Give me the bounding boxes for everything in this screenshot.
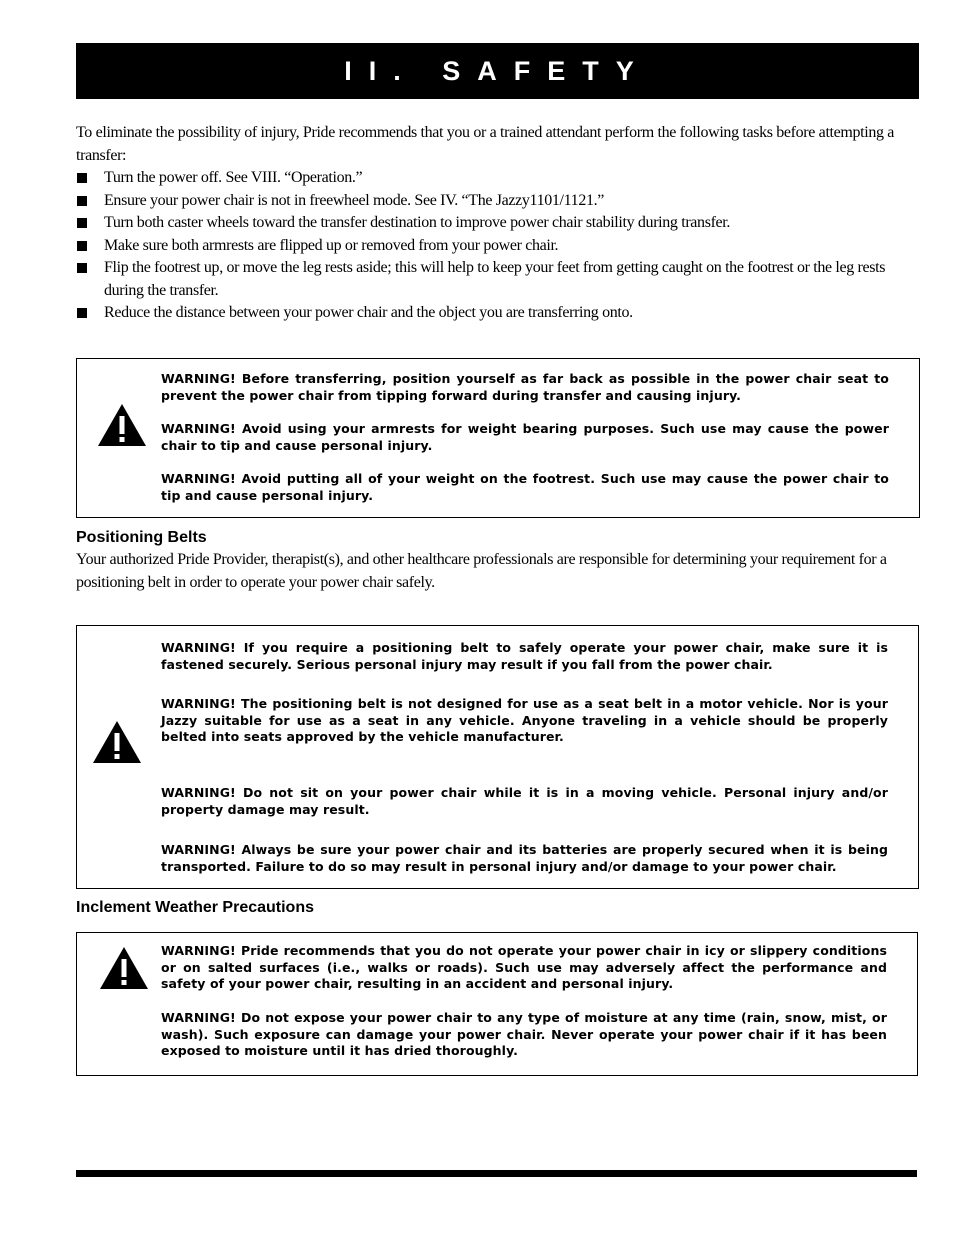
- section-title: II. SAFETY: [76, 43, 919, 99]
- weather-warning-box: [76, 932, 918, 1076]
- list-item: Reduce the distance between your power chair and the object you are transferring onto.: [76, 302, 919, 325]
- list-item: Turn the power off. See VIII. “Operation.”: [76, 167, 919, 190]
- positioning-belts-heading: Positioning Belts: [76, 529, 207, 546]
- square-bullet-icon: [77, 173, 87, 183]
- list-item: Flip the footrest up, or move the leg rests aside; this will help to keep your feet from getting caught on the footrest or the leg rests during the transfer.: [76, 257, 919, 302]
- warning-text: WARNING! If you require a positioning belt to safely operate your power chair, make sure it is fastened securely. Serious personal injury may result if you fall from the power chair.: [161, 640, 888, 672]
- warning-text: WARNING! Do not sit on your power chair while it is in a moving vehicle. Personal injury and/or property damage may result.: [161, 785, 888, 817]
- warning-text: WARNING! Always be sure your power chair and its batteries are properly secured when it is being transported. Failure to do so may result in personal injury and/or damage to your power chair.: [161, 842, 888, 874]
- warning-text-group: [161, 640, 888, 880]
- warning-triangle-icon: [97, 403, 147, 447]
- square-bullet-icon: [77, 218, 87, 228]
- positioning-warning-box: [76, 625, 919, 889]
- square-bullet-icon: [77, 241, 87, 251]
- list-item: Ensure your power chair is not in freewheel mode. See IV. “The Jazzy1101/1121.”: [76, 190, 919, 213]
- warning-text: WARNING! Pride recommends that you do not operate your power chair in icy or slippery conditions or on salted surfaces (i.e., walks or roads). Such use may adversely affect the performance and safety of your power chair, resulting in an accident and personal injury.: [161, 943, 887, 991]
- intro-paragraph: To eliminate the possibility of injury, Pride recommends that you or a trained attendant perform the following tasks before attempting a transfer:: [76, 124, 895, 164]
- transfer-warning-box: [76, 358, 920, 518]
- transfer-task-list: [76, 167, 919, 325]
- list-item: Turn both caster wheels toward the transfer destination to improve power chair stability during transfer.: [76, 212, 919, 235]
- square-bullet-icon: [77, 308, 87, 318]
- warning-text: WARNING! Do not expose your power chair to any type of moisture at any time (rain, snow, mist, or wash). Such exposure can damage your power chair. Never operate your power chair if it has been exposed to moisture until it has dried thoroughly.: [161, 1010, 887, 1058]
- square-bullet-icon: [77, 196, 87, 206]
- positioning-belts-paragraph: Your authorized Pride Provider, therapist(s), and other healthcare professionals are responsible for determining your requirement for a positioning belt in order to operate your power chair safely.: [76, 551, 887, 591]
- square-bullet-icon: [77, 263, 87, 273]
- warning-text: WARNING! Avoid using your armrests for weight bearing purposes. Such use may cause the power chair to tip and cause personal injury.: [161, 421, 889, 453]
- warning-text-group: [161, 943, 887, 1068]
- warning-text: WARNING! Before transferring, position yourself as far back as possible in the power chair seat to prevent the power chair from tipping forward during transfer and causing injury.: [161, 371, 889, 403]
- warning-text: WARNING! The positioning belt is not designed for use as a seat belt in a motor vehicle. Nor is your Jazzy suitable for use as a seat in any vehicle. Anyone traveling in a vehicle should be properly belted into seats approved by the vehicle manufacturer.: [161, 696, 888, 744]
- warning-triangle-icon: [99, 946, 149, 990]
- warning-text: WARNING! Avoid putting all of your weight on the footrest. Such use may cause the power chair to tip and cause personal injury.: [161, 471, 889, 503]
- warning-text-group: [161, 371, 889, 511]
- list-item: Make sure both armrests are flipped up or removed from your power chair.: [76, 235, 919, 258]
- inclement-weather-heading: Inclement Weather Precautions: [76, 899, 314, 916]
- warning-triangle-icon: [92, 720, 142, 764]
- transfer-intro: [76, 122, 919, 325]
- footer-rule: [76, 1170, 917, 1177]
